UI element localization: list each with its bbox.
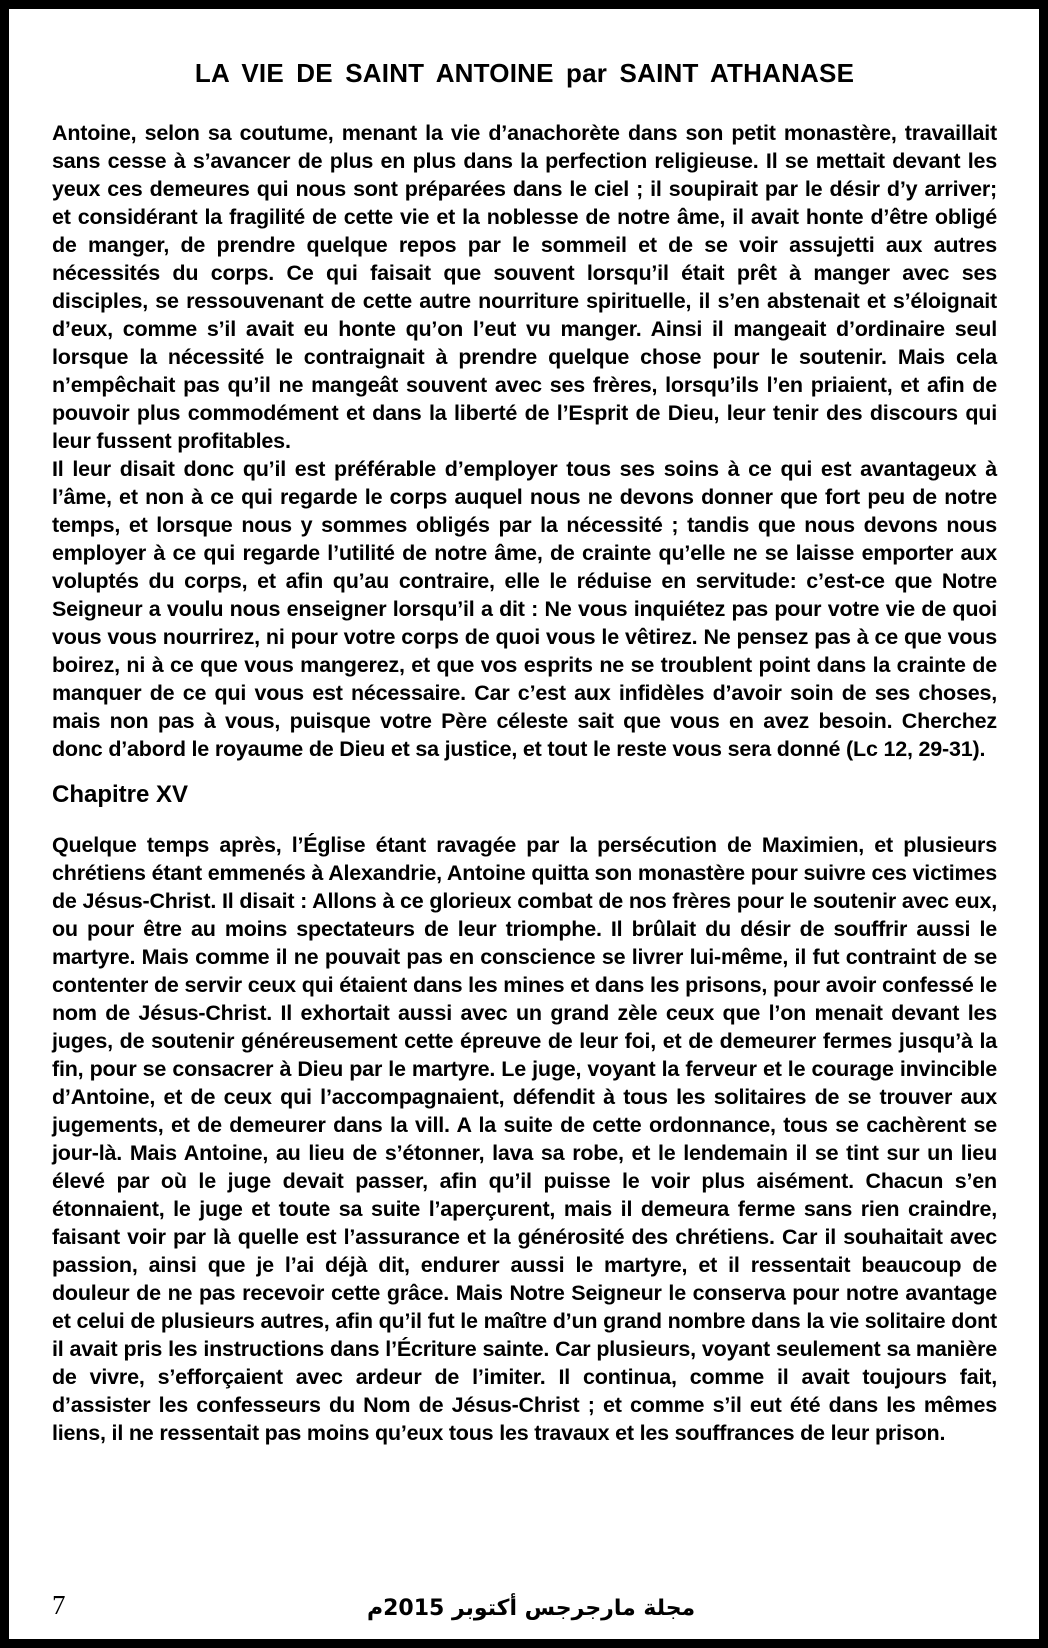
body-paragraph-2: Il leur disait donc qu’il est préférable d’employer tous ses soins à ce qui est avantageux à l’âme, et non à ce qui regarde le corps auquel nous ne devons donner que fort peu de notre temps, et lorsque nous y sommes obligés par la nécessité ; tandis que nous devons nous employer à ce qui regarde l’utilité de notre âme, de crainte qu’elle ne se laisse emporter aux voluptés du corps, et afin qu’au contraire, elle le réduise en servitude: c’est-ce que Notre Seigneur a voulu nous enseigner lorsqu’il a dit : Ne vous inquiétez pas pour votre vie de quoi vous vous nourrirez, ni pour votre corps de quoi vous le vêtirez. Ne pensez pas à ce que vous boirez, ni à ce que vous mangerez, et que vos esprits ne se troublent point dans la crainte de manquer de ce qui vous est nécessaire. Car c’est aux infidèles d’avoir soin de ses choses, mais non pas à vous, puisque votre Père céleste sait que vous en avez besoin. Cherchez donc d’abord le royaume de Dieu et sa justice, et tout le reste vous sera donné (Lc 12, 29-31). xyxy=(52,457,997,761)
body-paragraph-1: Antoine, selon sa coutume, menant la vie d’anachorète dans son petit monastère, travaillait sans cesse à s’avancer de plus en plus dans la perfection religieuse. Il se mettait devant les yeux ces demeures qui nous sont préparées dans le ciel ; il soupirait par le désir d’y arriver; et considérant la fragilité de cette vie et la noblesse de notre âme, il avait honte d’être obligé de manger, de prendre quelque repos par le sommeil et de se voir assujetti aux autres nécessités du corps. Ce qui faisait que souvent lorsqu’il était prêt à manger avec ses disciples, se ressouvenant de cette autre nourriture spirituelle, il s’en abstenait et s’éloignait d’eux, comme s’il avait eu honte qu’on l’eut vu manger. Ainsi il mangeait d’ordinaire seul lorsque la nécessité le contraignait à prendre quelque chose pour le soutenir. Mais cela n’empêchait pas qu’il ne mangeât souvent avec ses frères, lorsqu’ils l’en priaient, et afin de pouvoir plus commodément et dans la liberté de l’Esprit de Dieu, leur tenir des discours qui leur fussent profitables. xyxy=(52,121,997,453)
body-text xyxy=(52,119,997,763)
page-footer xyxy=(52,1589,997,1621)
page-number: 7 xyxy=(52,1590,66,1620)
chapter-paragraph: Quelque temps après, l’Église étant ravagée par la persécution de Maximien, et plusieurs chrétiens étant emmenés à Alexandrie, Antoine quitta son monastère pour suivre ces victimes de Jésus-Christ. Il disait : Allons à ce glorieux combat de nos frères pour le soutenir avec eux, ou pour être au moins spectateurs de leur triomphe. Il brûlait du désir de souffrir aussi le martyre. Mais comme il ne pouvait pas en conscience se livrer lui-même, il fut contraint de se contenter de servir ceux qui étaient dans les mines et dans les prisons, pour avoir confessé le nom de Jésus-Christ. Il exhortait aussi avec un grand zèle ceux que l’on menait devant les juges, de soutenir généreusement cette épreuve de leur foi, et de demeurer fermes jusqu’à la fin, pour se consacrer à Dieu par le martyre. Le juge, voyant la ferveur et le courage invincible d’Antoine, et de ceux qui l’accompagnaient, défendit à tous les solitaires de se trouver aux jugements, et de demeurer dans la vill. A la suite de cette ordonnance, tous se cachèrent se jour-là. Mais Antoine, au lieu de s’étonner, lava sa robe, et le lendemain il se tint sur un lieu élevé par où le juge devait passer, afin qu’il puisse le voir plus aisément. Chacun s’en étonnaient, le juge et toute sa suite l’aperçurent, mais il demeura ferme sans rien craindre, faisant voir par là quelle est l’assurance et la générosité des chrétiens. Car il souhaitait avec passion, ainsi que je l’ai déjà dit, endurer aussi le martyre, et il ressentait beaucoup de douleur de ne pas recevoir cette grâce. Mais Notre Seigneur le conserva pour notre avantage et celui de plusieurs autres, afin qu’il fut le maître d’un grand nombre dans la vie solitaire dont il avait pris les instructions dans l’Écriture sainte. Car plusieurs, voyant seulement sa manière de vivre, s’efforçaient avec ardeur de l’imiter. Il continua, comme il avait toujours fait, d’assister les confesseurs du Nom de Jésus-Christ ; et comme s’il eut été dans les mêmes liens, il ne ressentait pas moins qu’eux tous les travaux et les souffrances de leur prison. xyxy=(52,833,997,1445)
chapter-body-text xyxy=(52,831,997,1447)
footer-journal-text: مجلة مارجرجس أكتوبر 2015م xyxy=(366,1596,696,1621)
chapter-heading: Chapitre XV xyxy=(52,781,189,808)
page-title: LA VIE DE SAINT ANTOINE par SAINT ATHANASE xyxy=(194,58,855,88)
page-content xyxy=(52,18,997,1447)
